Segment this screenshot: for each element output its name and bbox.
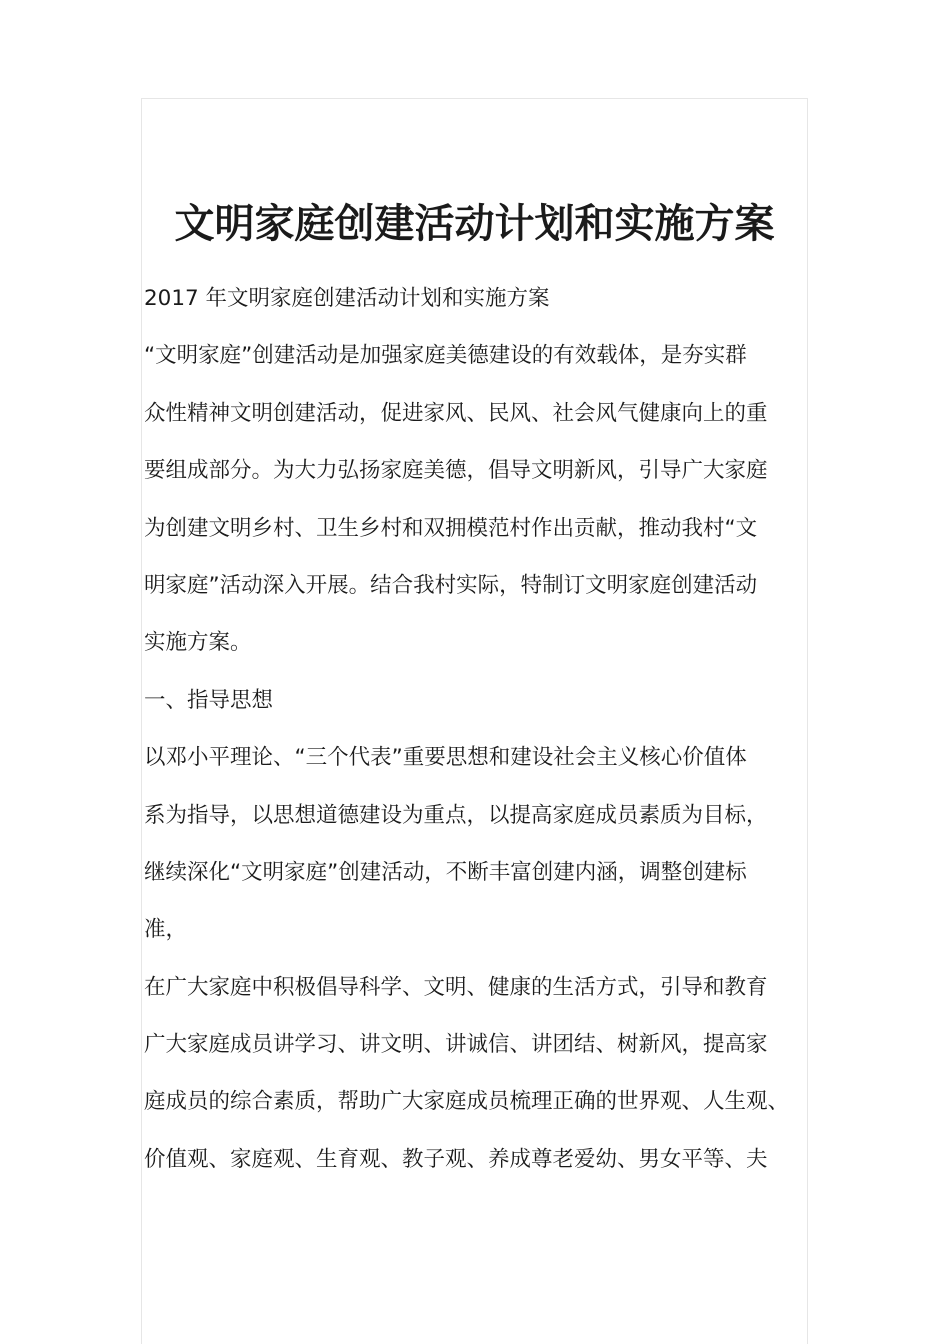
document-line: 实施方案。 (144, 630, 252, 656)
document-line: 准， (144, 917, 188, 943)
document-line: 众性精神文明创建活动，促进家风、民风、社会风气健康向上的重 (144, 400, 768, 426)
document-line: 2017 年文明家庭创建活动计划和实施方案 (144, 286, 550, 311)
document-line: 价值观、家庭观、生育观、教子观、养成尊老爱幼、男女平等、夫 (144, 1146, 768, 1172)
document-body (144, 270, 814, 1188)
document-line: 明家庭”活动深入开展。结合我村实际，特制订文明家庭创建活动 (144, 572, 758, 598)
document-line: 以邓小平理论、“三个代表”重要思想和建设社会主义核心价值体 (144, 745, 747, 771)
document-line: 广大家庭成员讲学习、讲文明、讲诚信、讲团结、树新风，提高家 (144, 1032, 768, 1058)
document-line: 在广大家庭中积极倡导科学、文明、健康的生活方式，引导和教育 (144, 974, 768, 1000)
document-title: 文明家庭创建活动计划和实施方案 (174, 201, 775, 247)
section-heading: 一、指导思想 (144, 687, 274, 713)
document-line: “文明家庭”创建活动是加强家庭美德建设的有效载体，是夯实群 (144, 343, 747, 369)
document-line: 系为指导，以思想道德建设为重点，以提高家庭成员素质为目标， (144, 802, 768, 828)
document-line: 庭成员的综合素质，帮助广大家庭成员梳理正确的世界观、人生观、 (144, 1089, 790, 1115)
document-line: 继续深化“文明家庭”创建活动，不断丰富创建内涵，调整创建标 (144, 859, 747, 885)
document-line: 为创建文明乡村、卫生乡村和双拥模范村作出贡献，推动我村“文 (144, 515, 758, 541)
document-line: 要组成部分。为大力弘扬家庭美德，倡导文明新风，引导广大家庭 (144, 458, 768, 484)
